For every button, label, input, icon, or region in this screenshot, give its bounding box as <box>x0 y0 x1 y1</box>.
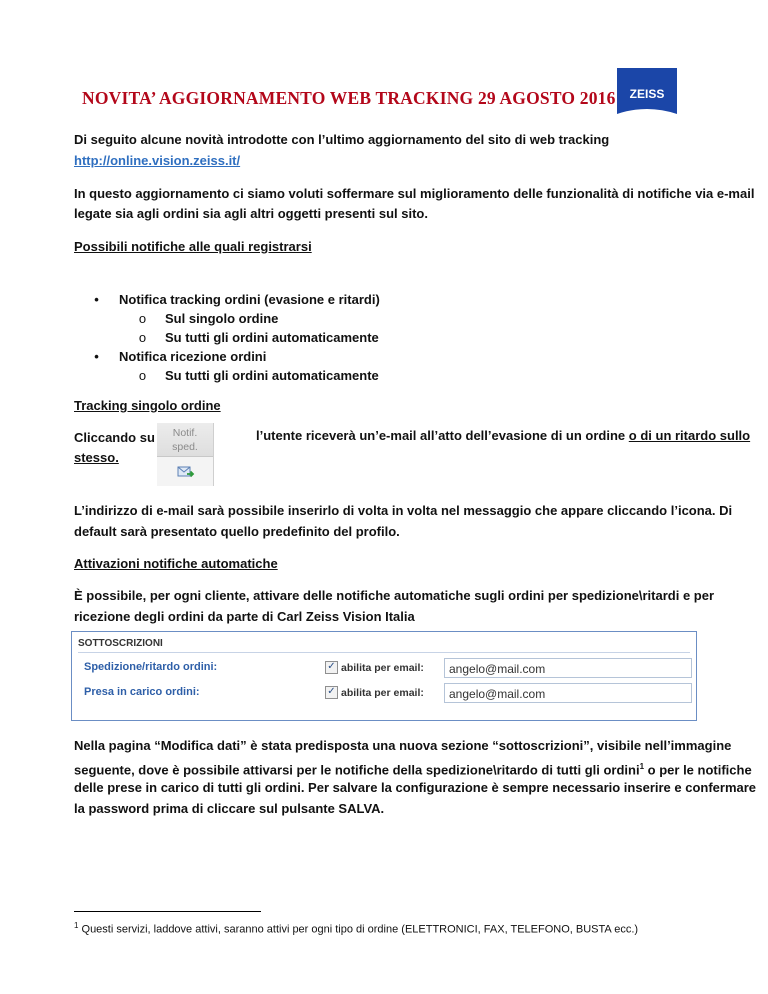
document-title: NOVITA’ AGGIORNAMENTO WEB TRACKING 29 AGOSTO 2016 <box>82 88 616 108</box>
footnote-ref: 1 <box>639 762 645 771</box>
section2-para-line1: L’indirizzo di e-mail sarà possibile inserirlo di volta in volta nel messaggio che appare cliccando l’icona. Di <box>74 503 733 518</box>
subscription-label: Presa in carico ordini: <box>84 686 200 698</box>
tracking-site-link-text[interactable]: http://online.vision.zeiss.it/ <box>74 153 241 168</box>
list-item: o Su tutti gli ordini automaticamente <box>138 368 379 383</box>
enable-email-checkbox[interactable]: ✓ <box>325 661 338 674</box>
paragraph1-line1: In questo aggiornamento ci siamo voluti soffermare sul miglioramento delle funzionalità di notifiche via e-mail <box>74 186 755 201</box>
email-field[interactable]: angelo@mail.com <box>444 683 692 703</box>
subscription-row-shipping <box>84 658 684 682</box>
list-item: • Notifica tracking ordini (evasione e ritardi) <box>94 292 380 307</box>
list-item: o Su tutti gli ordini automaticamente <box>138 330 379 345</box>
email-field[interactable]: angelo@mail.com <box>444 658 692 678</box>
final-para-line2: seguente, dove è possibile attivarsi per le notifiche della spedizione\ritardo di tutti gli ordini$^1$ o per le notifiche <box>74 762 752 778</box>
section2-para-line2: default sarà presentato quello predefinito del profilo. <box>74 524 400 539</box>
final-para-line4: la password prima di cliccare sul pulsante SALVA. <box>74 801 385 816</box>
subscriptions-header: SOTTOSCRIZIONI <box>78 636 690 653</box>
click-result-text: l’utente riceverà un’e-mail all’atto dell’evasione di un ordine o di un ritardo sullo <box>256 428 751 443</box>
notify-shipment-header: Notif. sped. <box>157 423 213 457</box>
footnote: $^1$ Questi servizi, laddove attivi, saranno attivi per ogni tipo di ordine (ELETTRONICI, FAX, TELEFONO, BUSTA ecc.) <box>74 921 639 936</box>
subscriptions-panel <box>71 631 697 721</box>
final-para-line3: delle prese in carico di tutti gli ordini. Per salvare la configurazione è sempre necessario inserire e confermare <box>74 780 757 795</box>
email-arrow-icon <box>177 465 195 479</box>
click-instruction: Cliccando su stesso. <box>74 430 155 465</box>
enable-email-checkbox[interactable]: ✓ <box>325 686 338 699</box>
subscription-label: Spedizione/ritardo ordini: <box>84 661 218 673</box>
intro-text: Di seguito alcune novità introdotte con l’ultimo aggiornamento del sito di web tracking <box>74 132 610 147</box>
list-item: o Sul singolo ordine <box>138 311 279 326</box>
enable-email-label: abilita per email: <box>341 662 424 674</box>
section2-heading: Tracking singolo ordine <box>74 398 221 413</box>
zeiss-logo <box>617 68 677 126</box>
footnote-separator <box>74 911 261 912</box>
final-para-line1: Nella pagina “Modifica dati” è stata predisposta una nuova sezione “sottoscrizioni”, visibile nell’immagine <box>74 738 732 753</box>
enable-email-label: abilita per email: <box>341 687 424 699</box>
notify-shipment-button-image <box>157 423 214 486</box>
section3-line2: ricezione degli ordini da parte di Carl Zeiss Vision Italia <box>74 609 415 624</box>
paragraph1-line2: legate sia agli ordini sia agli altri oggetti presenti sul sito. <box>74 206 428 221</box>
footnote-marker: 1 <box>74 921 79 930</box>
section1-heading: Possibili notifiche alle quali registrarsi <box>74 239 312 254</box>
notification-list <box>74 290 380 385</box>
list-item: • Notifica ricezione ordini <box>94 349 267 364</box>
section3-heading: Attivazioni notifiche automatiche <box>74 556 278 571</box>
subscription-row-intake <box>84 683 684 707</box>
tracking-site-link[interactable] <box>74 151 240 171</box>
logo-text: ZEISS <box>629 87 665 101</box>
section3-line1: È possibile, per ogni cliente, attivare delle notifiche automatiche sugli ordini per spedizione\ritardi e per <box>74 588 715 603</box>
